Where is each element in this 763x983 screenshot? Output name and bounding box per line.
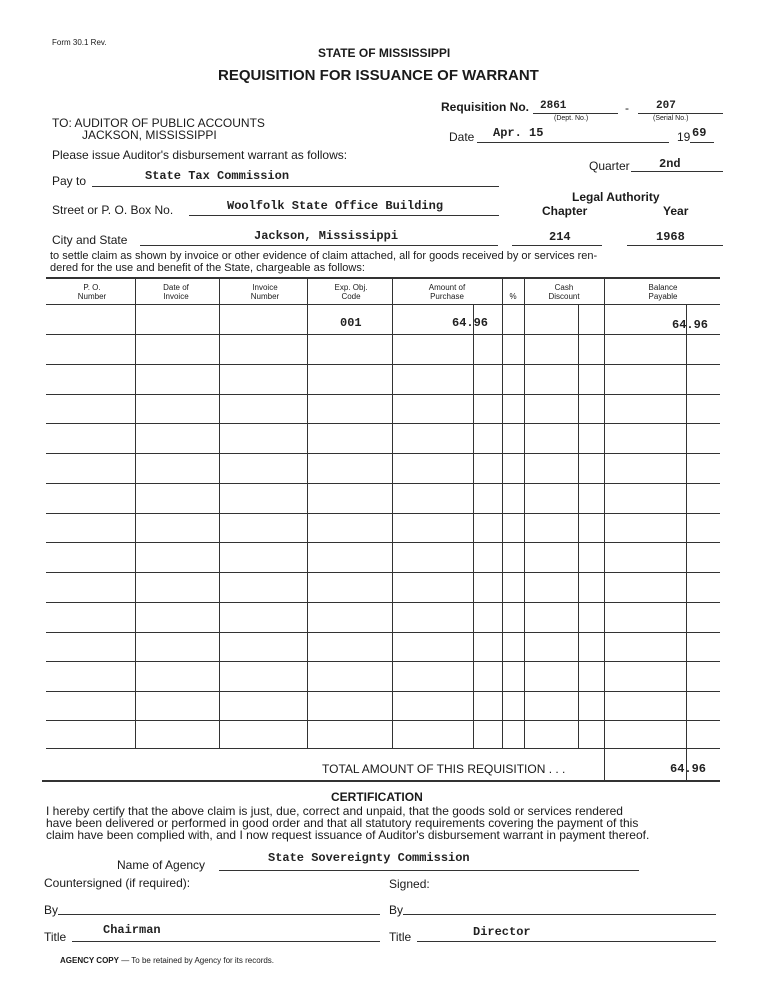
row-divider [46,423,720,424]
serial-no-caption: (Serial No.) [653,115,689,122]
col-header-invoice-number: Invoice Number [250,283,280,301]
to-line-1: TO: AUDITOR OF PUBLIC ACCOUNTS [52,116,265,130]
agency-value: State Sovereignty Commission [268,851,470,865]
col-header-percent: % [509,292,517,301]
row-divider [46,602,720,603]
quarter-label: Quarter [589,159,630,173]
form-number: Form 30.1 Rev. [52,38,107,47]
title-label-left: Title [44,930,67,944]
col-header-date-of-invoice: Date of Invoice [163,283,189,301]
certification-line-2: have been delivered or performed in good order and that all statutory requirements covering the payment of this [46,816,639,830]
row-divider [46,364,720,365]
by-line-right [403,914,716,915]
row-1-balance: 64.96 [672,318,709,332]
pay-to-label: Pay to [52,174,87,188]
city-line [140,245,498,246]
row-1-exp-obj-code: 001 [340,316,362,330]
agency-line [219,870,639,871]
agency-copy-text: — To be retained by Agency for its records. [118,956,275,965]
row-divider [46,483,720,484]
title-label-right: Title [389,930,412,944]
row-divider [46,632,720,633]
city-value: Jackson, Mississippi [254,229,399,243]
agency-copy-label: AGENCY COPY [60,956,119,965]
countersigned-label: Countersigned (if required): [44,876,191,890]
row-divider [46,572,720,573]
form-title: REQUISITION FOR ISSUANCE OF WARRANT [218,67,539,84]
by-label-left: By [44,903,59,917]
date-label: Date [449,130,475,144]
row-divider [46,453,720,454]
certification-text [46,805,718,841]
city-label: City and State [52,233,128,247]
chapter-label: Chapter [542,204,588,218]
state-title: STATE OF MISSISSIPPI [318,46,451,60]
pay-to-value: State Tax Commission [145,169,290,183]
year-line [690,142,714,143]
col-header-amount-of-purchase: Amount of Purchase [428,283,466,301]
col-divider [604,278,605,780]
title-right-value: Director [473,925,531,939]
total-value: 64.96 [670,762,707,776]
chapter-value: 214 [549,230,571,244]
certification-heading: CERTIFICATION [331,790,423,804]
row-divider [46,720,720,721]
settle-text-line-1: to settle claim as shown by invoice or other evidence of claim attached, all for goods received by or services ren- [50,250,598,262]
col-header-exp-obj-code: Exp. Obj. Code [334,283,368,301]
settle-text-line-2: dered for the use and benefit of the State, chargeable as follows: [50,262,365,274]
requisition-dash: - [625,101,629,115]
year-prefix: 19 [677,130,691,144]
dept-no-caption: (Dept. No.) [554,115,589,122]
legal-authority-label: Legal Authority [572,190,660,204]
row-divider [46,334,720,335]
row-divider [46,394,720,395]
date-line [477,142,669,143]
quarter-line [631,171,723,172]
agency-copy-note [60,956,274,965]
signed-label: Signed: [389,877,430,891]
legal-year-line [627,245,723,246]
table-header-border [46,304,720,305]
col-header-cash-discount: Cash Discount [548,283,580,301]
title-left-value: Chairman [103,923,161,937]
certification-line-3: claim have been complied with, and I now request issuance of Auditor's disbursement warrant in payment thereof. [46,828,650,842]
street-value: Woolfolk State Office Building [227,199,444,213]
street-line [189,215,499,216]
row-divider [46,691,720,692]
row-1-amount: 64.96 [452,316,489,330]
requisition-label: Requisition No. [441,100,529,114]
please-issue-text: Please issue Auditor's disbursement warrant as follows: [52,148,348,162]
agency-label: Name of Agency [117,858,206,872]
year-label: Year [663,204,689,218]
dept-no-line [533,113,618,114]
col-header-balance-payable: Balance Payable [648,283,678,301]
row-divider [46,542,720,543]
col-header-po-number: P. O. Number [77,283,107,301]
pay-to-line [92,186,499,187]
street-label: Street or P. O. Box No. [52,203,174,217]
serial-no-value: 207 [656,100,676,112]
year-suffix: 69 [692,126,707,140]
table-top-border [46,277,720,279]
dept-no-value: 2861 [540,100,567,112]
date-value: Apr. 15 [493,126,544,140]
by-line-left [58,914,380,915]
to-line-2: JACKSON, MISSISSIPPI [82,128,217,142]
row-divider [46,661,720,662]
col-divider [578,305,579,748]
chapter-line [512,245,602,246]
col-divider [473,305,474,748]
row-divider [46,513,720,514]
total-bottom-border [42,780,720,782]
legal-year-value: 1968 [656,230,685,244]
row-divider [46,748,720,749]
serial-no-line [638,113,723,114]
quarter-value: 2nd [659,157,681,171]
total-label: TOTAL AMOUNT OF THIS REQUISITION . . . [322,762,566,776]
title-line-right [417,941,716,942]
title-line-left [72,941,380,942]
by-label-right: By [389,903,404,917]
certification-line-1: I hereby certify that the above claim is just, due, correct and unpaid, that the goods sold or services rendered [46,804,623,818]
